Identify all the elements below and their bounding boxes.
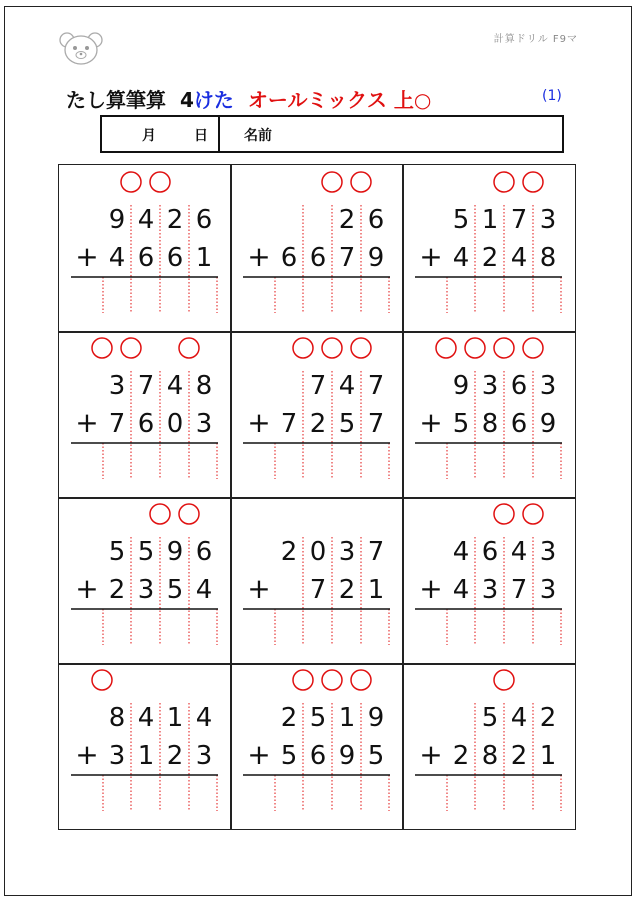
plus-sign: + bbox=[75, 406, 99, 439]
problem-cell[interactable] bbox=[59, 497, 231, 663]
digit: 6 bbox=[195, 537, 213, 567]
plus-sign: + bbox=[75, 240, 99, 273]
digit: 4 bbox=[510, 243, 528, 273]
digit: 4 bbox=[166, 371, 184, 401]
digit: 3 bbox=[539, 537, 557, 567]
digit: 3 bbox=[195, 409, 213, 439]
worksheet-code: 計算ドリル F9マ bbox=[493, 34, 578, 45]
problem-cell[interactable] bbox=[403, 331, 575, 497]
digit: 9 bbox=[539, 409, 557, 439]
digit: 5 bbox=[137, 537, 155, 567]
plus-sign: + bbox=[75, 572, 99, 605]
digit: 7 bbox=[137, 371, 155, 401]
digit: 5 bbox=[166, 575, 184, 605]
digit: 4 bbox=[137, 205, 155, 235]
digit: 2 bbox=[510, 741, 528, 771]
digit: 9 bbox=[367, 243, 385, 273]
name-label: 名前 bbox=[244, 128, 272, 144]
digit: 4 bbox=[108, 243, 126, 273]
digit: 6 bbox=[137, 409, 155, 439]
carry-circle bbox=[322, 172, 342, 192]
problem-drawing bbox=[403, 331, 575, 497]
plus-sign: + bbox=[419, 738, 443, 771]
carry-circle bbox=[351, 172, 371, 192]
carry-circle bbox=[523, 338, 543, 358]
carry-circle bbox=[293, 338, 313, 358]
problem-cell[interactable] bbox=[59, 165, 231, 331]
digit: 5 bbox=[452, 205, 470, 235]
carry-circle bbox=[92, 338, 112, 358]
digit: 6 bbox=[166, 243, 184, 273]
digit: 6 bbox=[309, 741, 327, 771]
digit: 3 bbox=[338, 537, 356, 567]
digit: 7 bbox=[367, 409, 385, 439]
problem-drawing bbox=[231, 165, 403, 331]
digit: 7 bbox=[367, 371, 385, 401]
digit: 4 bbox=[510, 703, 528, 733]
sheet-number: (1) bbox=[542, 88, 562, 104]
problem-drawing bbox=[403, 497, 575, 663]
digit: 9 bbox=[108, 205, 126, 235]
digit: 9 bbox=[338, 741, 356, 771]
digit: 5 bbox=[309, 703, 327, 733]
problem-cell[interactable] bbox=[231, 663, 403, 829]
carry-circle bbox=[494, 338, 514, 358]
digit: 6 bbox=[195, 205, 213, 235]
carry-circle bbox=[351, 670, 371, 690]
carry-circle bbox=[523, 172, 543, 192]
digit: 3 bbox=[539, 371, 557, 401]
digit: 1 bbox=[195, 243, 213, 273]
digit: 6 bbox=[510, 371, 528, 401]
digit: 3 bbox=[539, 205, 557, 235]
digit: 3 bbox=[108, 371, 126, 401]
digit: 3 bbox=[481, 575, 499, 605]
problem-grid bbox=[58, 164, 576, 830]
name-date-box bbox=[100, 115, 564, 153]
carry-circle bbox=[150, 504, 170, 524]
problem-drawing bbox=[231, 663, 403, 829]
plus-sign: + bbox=[247, 406, 271, 439]
digit: 6 bbox=[280, 243, 298, 273]
digit: 7 bbox=[510, 575, 528, 605]
digit: 7 bbox=[309, 371, 327, 401]
digit: 4 bbox=[452, 575, 470, 605]
digit: 4 bbox=[137, 703, 155, 733]
digit: 4 bbox=[195, 703, 213, 733]
plus-sign: + bbox=[419, 572, 443, 605]
plus-sign: + bbox=[75, 738, 99, 771]
digit: 4 bbox=[452, 243, 470, 273]
digit: 7 bbox=[280, 409, 298, 439]
digit: 8 bbox=[108, 703, 126, 733]
problem-drawing bbox=[403, 165, 575, 331]
bear-logo-icon bbox=[58, 30, 104, 66]
carry-circle bbox=[494, 670, 514, 690]
digit: 3 bbox=[195, 741, 213, 771]
carry-circle bbox=[121, 338, 141, 358]
digit: 8 bbox=[481, 409, 499, 439]
digit: 3 bbox=[108, 741, 126, 771]
problem-cell[interactable] bbox=[403, 497, 575, 663]
digit: 5 bbox=[481, 703, 499, 733]
digit: 6 bbox=[481, 537, 499, 567]
plus-sign: + bbox=[419, 406, 443, 439]
digit: 9 bbox=[166, 537, 184, 567]
problem-drawing bbox=[59, 663, 231, 829]
digit: 7 bbox=[338, 243, 356, 273]
title-keta: けた bbox=[193, 88, 234, 112]
problem-cell[interactable] bbox=[231, 331, 403, 497]
plus-sign: + bbox=[247, 738, 271, 771]
carry-circle bbox=[523, 504, 543, 524]
problem-drawing bbox=[59, 331, 231, 497]
digit: 4 bbox=[452, 537, 470, 567]
digit: 5 bbox=[338, 409, 356, 439]
carry-circle bbox=[92, 670, 112, 690]
problem-drawing bbox=[231, 497, 403, 663]
digit: 2 bbox=[338, 575, 356, 605]
digit: 7 bbox=[309, 575, 327, 605]
digit: 8 bbox=[481, 741, 499, 771]
problem-cell[interactable] bbox=[231, 165, 403, 331]
digit: 3 bbox=[137, 575, 155, 605]
digit: 0 bbox=[309, 537, 327, 567]
digit: 5 bbox=[452, 409, 470, 439]
carry-circle bbox=[436, 338, 456, 358]
digit: 7 bbox=[367, 537, 385, 567]
digit: 6 bbox=[137, 243, 155, 273]
digit: 5 bbox=[280, 741, 298, 771]
problem-cell[interactable] bbox=[59, 663, 231, 829]
digit: 4 bbox=[510, 537, 528, 567]
digit: 1 bbox=[137, 741, 155, 771]
carry-circle bbox=[494, 504, 514, 524]
digit: 9 bbox=[452, 371, 470, 401]
carry-circle bbox=[179, 504, 199, 524]
digit: 8 bbox=[195, 371, 213, 401]
carry-circle bbox=[322, 670, 342, 690]
problem-cell[interactable] bbox=[231, 497, 403, 663]
title-main: たし算筆算 bbox=[66, 88, 166, 112]
problem-cell[interactable] bbox=[403, 663, 575, 829]
carry-circle bbox=[293, 670, 313, 690]
carry-circle bbox=[150, 172, 170, 192]
carry-circle bbox=[351, 338, 371, 358]
digit: 2 bbox=[309, 409, 327, 439]
page-title bbox=[66, 84, 431, 113]
problem-drawing bbox=[59, 497, 231, 663]
digit: 2 bbox=[108, 575, 126, 605]
digit: 2 bbox=[539, 703, 557, 733]
carry-circle bbox=[179, 338, 199, 358]
digit: 1 bbox=[166, 703, 184, 733]
digit: 2 bbox=[280, 703, 298, 733]
digit: 3 bbox=[481, 371, 499, 401]
digit: 6 bbox=[367, 205, 385, 235]
digit: 8 bbox=[539, 243, 557, 273]
plus-sign: + bbox=[247, 240, 271, 273]
plus-sign: + bbox=[419, 240, 443, 273]
carry-circle bbox=[465, 338, 485, 358]
problem-drawing bbox=[231, 331, 403, 497]
problem-drawing bbox=[59, 165, 231, 331]
title-digit: 4 bbox=[180, 88, 194, 112]
problem-drawing bbox=[403, 663, 575, 829]
digit: 9 bbox=[367, 703, 385, 733]
digit: 3 bbox=[539, 575, 557, 605]
carry-circle bbox=[322, 338, 342, 358]
digit: 1 bbox=[367, 575, 385, 605]
problem-cell[interactable] bbox=[59, 331, 231, 497]
digit: 4 bbox=[338, 371, 356, 401]
digit: 2 bbox=[166, 741, 184, 771]
digit: 6 bbox=[309, 243, 327, 273]
digit: 1 bbox=[539, 741, 557, 771]
digit: 5 bbox=[367, 741, 385, 771]
digit: 1 bbox=[481, 205, 499, 235]
digit: 2 bbox=[338, 205, 356, 235]
digit: 2 bbox=[280, 537, 298, 567]
digit: 0 bbox=[166, 409, 184, 439]
carry-circle bbox=[494, 172, 514, 192]
month-label: 月 bbox=[142, 128, 156, 144]
digit: 1 bbox=[338, 703, 356, 733]
title-level: オールミックス 上○ bbox=[247, 88, 432, 112]
carry-circle bbox=[121, 172, 141, 192]
digit: 5 bbox=[108, 537, 126, 567]
day-label: 日 bbox=[194, 128, 208, 144]
digit: 2 bbox=[481, 243, 499, 273]
digit: 6 bbox=[510, 409, 528, 439]
digit: 7 bbox=[510, 205, 528, 235]
digit: 7 bbox=[108, 409, 126, 439]
plus-sign: + bbox=[247, 572, 271, 605]
name-box-divider bbox=[218, 117, 220, 151]
problem-cell[interactable] bbox=[403, 165, 575, 331]
digit: 2 bbox=[166, 205, 184, 235]
digit: 2 bbox=[452, 741, 470, 771]
digit: 4 bbox=[195, 575, 213, 605]
